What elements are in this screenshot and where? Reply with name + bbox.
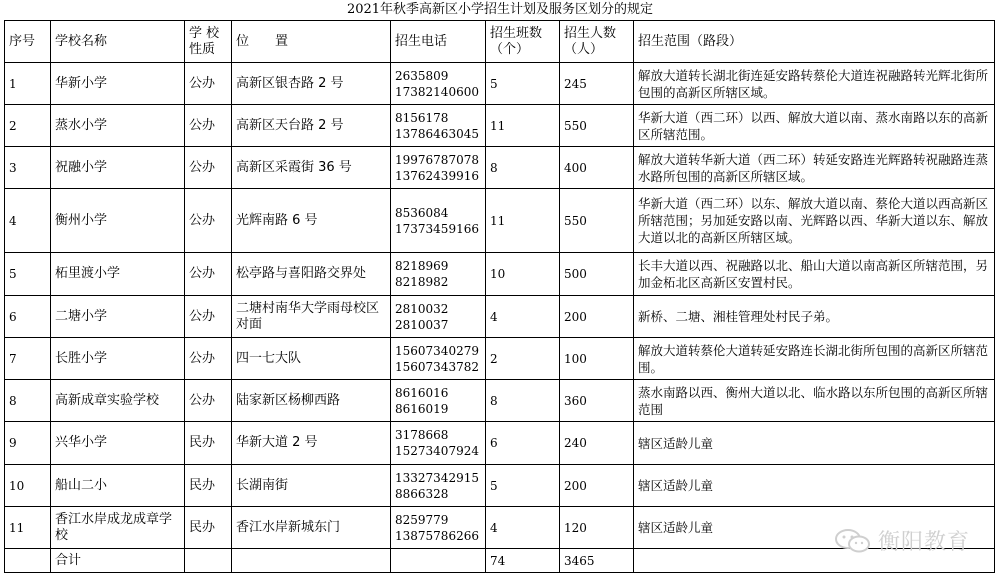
total-classes: 74 [486,549,560,573]
header-students: 招生人数（人） [560,21,634,63]
table-row [5,380,995,422]
class-count: 11 [486,189,560,253]
school-phone [391,147,486,189]
phone-line: 3178668 [395,428,449,442]
phone-line: 15273407924 [395,444,479,458]
class-count: 11 [486,105,560,147]
school-name: 香江水岸成龙成章学校 [51,507,185,549]
row-no: 2 [5,105,51,147]
school-type: 公办 [185,380,232,422]
table-row [5,147,995,189]
school-type: 民办 [185,507,232,549]
phone-line: 13327342915 [395,470,479,485]
school-address: 松亭路与喜阳路交界处 [232,253,391,296]
student-count: 240 [560,422,634,465]
phone-line: 2810037 [395,317,449,332]
school-type: 民办 [185,465,232,507]
watermark-text: 衡阳教育 [877,530,970,555]
phone-line: 15607340279 [395,343,479,358]
school-name: 船山二小 [51,465,185,507]
total-blank [185,549,232,573]
phone-line: 8156178 [395,110,449,125]
class-count: 5 [486,63,560,105]
total-students: 3465 [560,549,634,573]
table-row [5,189,995,253]
student-count: 550 [560,105,634,147]
total-blank [634,549,995,573]
total-blank [5,549,51,573]
school-name: 长胜小学 [51,338,185,380]
row-no: 1 [5,63,51,105]
school-address: 香江水岸新城东门 [232,507,391,549]
class-count: 10 [486,253,560,296]
row-no: 3 [5,147,51,189]
class-count: 4 [486,507,560,549]
phone-line: 19976787078 [395,152,479,167]
table-row [5,338,995,380]
header-no: 序号 [5,21,51,63]
school-name: 衡州小学 [51,189,185,253]
school-phone [391,189,486,253]
table-row [5,465,995,507]
enrollment-range: 蒸水南路以西、衡州大道以北、临水路以东所包围的高新区所辖范围 [634,380,995,422]
school-phone [391,253,486,296]
school-phone [391,63,486,105]
school-address: 陆家新区杨柳西路 [232,380,391,422]
class-count: 4 [486,296,560,338]
table-row [5,253,995,296]
student-count: 400 [560,147,634,189]
phone-line: 13875786266 [395,528,479,543]
total-label: 合计 [51,549,185,573]
row-no: 10 [5,465,51,507]
phone-line: 13762439916 [395,168,479,183]
school-phone [391,296,486,338]
student-count: 245 [560,63,634,105]
student-count: 360 [560,380,634,422]
total-blank [232,549,391,573]
school-phone [391,380,486,422]
enrollment-range: 新桥、二塘、湘桂管理处村民子弟。 [634,296,995,338]
total-row [5,549,995,573]
school-type: 公办 [185,63,232,105]
school-name: 高新成章实验学校 [51,380,185,422]
student-count: 500 [560,253,634,296]
enrollment-range: 华新大道（西二环）以东、解放大道以南、蔡伦大道以西高新区所辖范围；另加延安路以南、光辉路以西、华新大道以东、解放大道以北的高新区所辖区域。 [634,189,995,253]
school-address: 华新大道 2 号 [232,422,391,465]
phone-line: 17373459166 [395,221,479,236]
school-address: 高新区银杏路 2 号 [232,63,391,105]
class-count: 8 [486,380,560,422]
row-no: 4 [5,189,51,253]
school-address: 二塘村南华大学雨母校区对面 [232,296,391,338]
school-phone [391,465,486,507]
school-name: 华新小学 [51,63,185,105]
header-classes: 招生班数（个） [486,21,560,63]
row-no: 8 [5,380,51,422]
phone-line: 8866328 [395,486,449,501]
table-row [5,422,995,465]
school-type: 民办 [185,422,232,465]
phone-line: 8259779 [395,512,449,527]
phone-line: 13786463045 [395,126,479,141]
table-row [5,296,995,338]
school-type: 公办 [185,189,232,253]
page-title: 2021年秋季高新区小学招生计划及服务区划分的规定 [346,2,654,17]
school-address: 四一七大队 [232,338,391,380]
school-name: 兴华小学 [51,422,185,465]
school-name: 祝融小学 [51,147,185,189]
header-row [5,21,995,63]
table-row [5,105,995,147]
school-address: 高新区天台路 2 号 [232,105,391,147]
enrollment-range: 华新大道（西二环）以西、解放大道以南、蒸水南路以东的高新区所辖范围。 [634,105,995,147]
enrollment-range: 解放大道转长湖北街连延安路转蔡伦大道连祝融路转光辉北街所包围的高新区所辖区域。 [634,63,995,105]
school-phone [391,507,486,549]
phone-line: 8616016 [395,385,449,400]
student-count: 550 [560,189,634,253]
header-range: 招生范围（路段） [634,21,995,63]
school-name: 二塘小学 [51,296,185,338]
enrollment-range: 辖区适龄儿童 [634,465,995,507]
student-count: 100 [560,338,634,380]
row-no: 5 [5,253,51,296]
header-address: 位 置 [232,21,391,63]
phone-line: 2635809 [395,68,449,83]
class-count: 8 [486,147,560,189]
school-type: 公办 [185,338,232,380]
row-no: 6 [5,296,51,338]
student-count: 120 [560,507,634,549]
phone-line: 8536084 [395,205,449,220]
phone-line: 8616019 [395,401,449,416]
enrollment-range: 解放大道转华新大道（西二环）转延安路连光辉路转祝融路连蒸水路所包围的高新区所辖区域。 [634,147,995,189]
table-row [5,63,995,105]
class-count: 2 [486,338,560,380]
enrollment-range: 辖区适龄儿童 [634,422,995,465]
table-row [5,507,995,549]
school-phone [391,105,486,147]
school-name: 柘里渡小学 [51,253,185,296]
enrollment-range: 解放大道转蔡伦大道转延安路连长湖北街所包围的高新区所辖范围。 [634,338,995,380]
school-name: 蒸水小学 [51,105,185,147]
school-type: 公办 [185,105,232,147]
school-type: 公办 [185,253,232,296]
row-no: 7 [5,338,51,380]
phone-line: 2810032 [395,301,449,316]
school-type: 公办 [185,147,232,189]
row-no: 11 [5,507,51,549]
enrollment-range: 长丰大道以西、祝融路以北、船山大道以南高新区所辖范围，另加金柘北区高新区安置村民。 [634,253,995,296]
total-blank [391,549,486,573]
row-no: 9 [5,422,51,465]
phone-line: 8218982 [395,275,449,289]
school-address: 高新区采霞街 36 号 [232,147,391,189]
school-phone [391,338,486,380]
school-address: 光辉南路 6 号 [232,189,391,253]
enrollment-range: 辖区适龄儿童 [634,507,995,549]
school-phone [391,422,486,465]
phone-line: 8218969 [395,259,449,273]
header-type: 学 校 性质 [185,21,232,63]
student-count: 200 [560,296,634,338]
header-phone: 招生电话 [391,21,486,63]
school-type: 公办 [185,296,232,338]
school-address: 长湖南街 [232,465,391,507]
phone-line: 15607343782 [395,359,479,374]
phone-line: 17382140600 [395,84,479,99]
class-count: 5 [486,465,560,507]
enrollment-table [4,20,995,573]
header-name: 学校名称 [51,21,185,63]
student-count: 200 [560,465,634,507]
class-count: 6 [486,422,560,465]
